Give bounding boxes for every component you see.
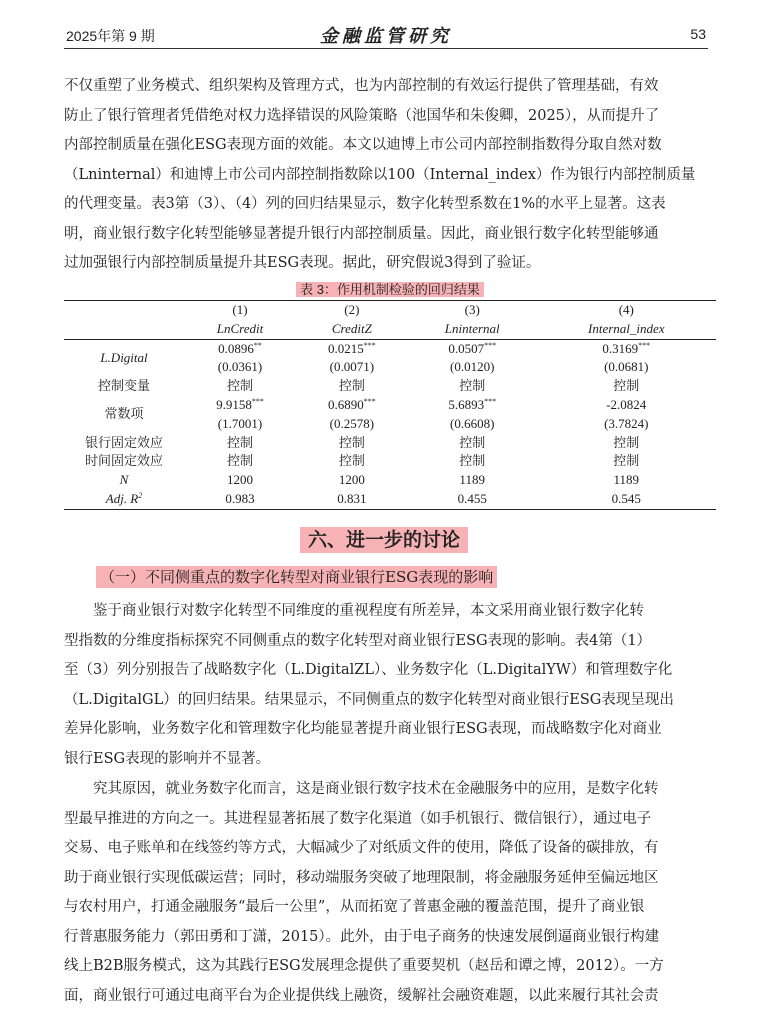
standard-error: (0.0681) (604, 359, 649, 375)
row-label: L.Digital (100, 349, 148, 365)
coefficient: 9.9158 (216, 396, 252, 412)
standard-error: (0.0120) (449, 359, 495, 375)
table-cell: 0.983 (184, 490, 296, 509)
text-line: 差异化影响，业务数字化和管理数字化均能显著提升商业银行ESG表现，而战略数字化对商业 (64, 721, 662, 737)
significance-stars: *** (484, 396, 497, 406)
text-line: 的代理变量。表3第（3）、（4）列的回归结果显示，数字化转型系数在1%的水平上显著。这表 (64, 196, 666, 212)
text-line: （L.DigitalGL）的回归结果。结果显示，不同侧重点的数字化转型对商业银行ESG表现呈现出 (64, 691, 674, 708)
row-label-text: Adj. R (105, 490, 139, 506)
significance-stars: *** (363, 396, 376, 406)
table-cell: 1189 (459, 472, 485, 488)
table-row (64, 396, 716, 415)
table-cell: 控制 (338, 378, 365, 394)
coefficient: 0.6890 (328, 396, 364, 412)
row-label: 时间固定效应 (84, 453, 163, 469)
col-number: (1) (184, 301, 296, 320)
page-header (64, 22, 708, 49)
table-cell: 0.455 (408, 490, 537, 509)
row-label (64, 490, 184, 509)
table-cell: 0.545 (537, 490, 716, 509)
standard-error: (3.7824) (604, 415, 649, 431)
text-line: 内部控制质量在强化ESG表现方面的效能。本文以迪博上市公司内部控制指数得分取自然对数 (64, 137, 662, 153)
col-variable: Lninternal (408, 320, 537, 339)
text-line: 至（3）列分别报告了战略数字化（L.DigitalZL）、业务数字化（L.DigitalYW）和管理数字化 (64, 662, 673, 678)
col-variable: LnCredit (184, 320, 296, 339)
table-cell: 控制 (338, 434, 365, 450)
section-heading (0, 525, 768, 552)
standard-error: (0.2578) (329, 415, 375, 431)
paragraph-business-digital (64, 775, 716, 1011)
table-cell: 控制 (226, 378, 253, 394)
table-cell: 控制 (613, 378, 640, 394)
table-caption-text: 表 3：作用机制检验的回归结果 (296, 282, 484, 297)
text-line: 银行ESG表现的影响并不显著。 (64, 750, 271, 767)
text-line: 与农村用户，打通金融服务“最后一公里”，从而拓宽了普惠金融的覆盖范围，提升了商业银 (64, 899, 645, 915)
standard-error: (0.0361) (217, 359, 263, 375)
significance-stars: *** (484, 340, 497, 350)
text-line: 鉴于商业银行对数字化转型不同维度的重视程度有所差异，本文采用商业银行数字化转 (93, 603, 644, 619)
section-heading-text: 六、进一步的讨论 (300, 527, 468, 553)
table-cell: 控制 (459, 378, 486, 394)
row-label: 常数项 (104, 406, 144, 422)
journal-title: 金融监管研究 (320, 26, 452, 47)
text-line: 行普惠服务能力（郭田勇和丁潇，2015）。此外，由于电子商务的快速发展倒逼商业银行构建 (64, 928, 660, 945)
paragraph-internal-control (64, 72, 716, 279)
text-line: 过加强银行内部控制质量提升其ESG表现。据此，研究假说3得到了验证。 (64, 255, 541, 271)
table-header-row (64, 301, 716, 320)
table-cell: 控制 (459, 434, 486, 450)
coefficient: 5.6893 (448, 396, 485, 412)
table-cell: 控制 (459, 453, 486, 469)
table-cell: 控制 (613, 434, 640, 450)
text-line: 明，商业银行数字化转型能够显著提升银行内部控制质量。因此，商业银行数字化转型能够通 (64, 225, 659, 242)
text-line: 助于商业银行实现低碳运营；同时，移动端服务突破了地理限制，将金融服务延伸至偏远地区 (64, 869, 659, 886)
standard-error: (0.0071) (329, 359, 375, 375)
page-number: 53 (690, 26, 706, 42)
col-number: (2) (296, 301, 408, 320)
coefficient: 0.0896 (218, 340, 254, 356)
table-cell: 1200 (226, 472, 253, 488)
col-variable: CreditZ (296, 320, 408, 339)
coefficient: -2.0824 (606, 396, 647, 412)
standard-error: (1.7001) (217, 415, 263, 431)
issue-label: 2025年第 9 期 (66, 28, 155, 44)
text-line: 不仅重塑了业务模式、组织架构及管理方式，也为内部控制的有效运行提供了管理基础，有效 (64, 78, 659, 94)
row-label: 银行固定效应 (84, 434, 163, 450)
table-cell: 1189 (613, 472, 640, 488)
text-line: 交易、电子账单和在线签约等方式，大幅减少了对纸质文件的使用，降低了设备的碳排放，有 (64, 840, 659, 856)
table-row (64, 339, 716, 358)
coefficient: 0.0215 (328, 340, 364, 356)
coefficient: 0.0507 (448, 340, 485, 356)
text-line: 究其原因，就业务数字化而言，这是商业银行数字技术在金融服务中的应用，是数字化转 (93, 781, 659, 797)
significance-stars: *** (251, 396, 264, 406)
table-caption (64, 279, 716, 298)
row-label: N (119, 472, 129, 488)
text-line: 线上B2B服务模式，这为其践行ESG发展理念提供了重要契机（赵岳和谭之博，2012）。一方 (64, 958, 664, 974)
col-number: (3) (408, 301, 537, 320)
subsection-heading (96, 566, 497, 587)
table-cell: 0.831 (296, 490, 408, 509)
text-line: 型指数的分维度指标探究不同侧重点的数字化转型对商业银行ESG表现的影响。表4第（1） (64, 632, 652, 649)
table-cell: 控制 (226, 453, 253, 469)
table-row (64, 471, 716, 490)
significance-stars: *** (638, 340, 651, 350)
row-label-superscript: 2 (138, 490, 143, 500)
table-row (64, 490, 716, 509)
paragraph-dimensions (64, 597, 716, 774)
significance-stars: ** (253, 340, 262, 350)
regression-table (64, 300, 716, 510)
table-row (64, 434, 716, 453)
coefficient: 0.3169 (602, 340, 639, 356)
text-line: 防止了银行管理者凭借绝对权力选择错误的风险策略（池国华和朱俊卿，2025），从而提升了 (64, 107, 660, 124)
table-row (64, 452, 716, 471)
text-line: 面，商业银行可通过电商平台为企业提供线上融资，缓解社会融资难题，以此来履行其社会责 (64, 987, 659, 1004)
significance-stars: *** (363, 340, 376, 350)
col-variable: Internal_index (537, 320, 716, 339)
table-header-row (64, 320, 716, 339)
table-cell: 控制 (613, 453, 640, 469)
table-cell: 控制 (226, 434, 253, 450)
table-cell: 控制 (338, 453, 365, 469)
text-line: 型最早推进的方向之一。其进程显著拓展了数字化渠道（如手机银行、微信银行），通过电子 (64, 810, 652, 827)
standard-error: (0.6608) (449, 415, 495, 431)
text-line: （Lninternal）和迪博上市公司内部控制指数除以100（Internal_index）作为银行内部控制质量 (64, 166, 696, 183)
row-label: 控制变量 (97, 378, 150, 394)
col-number: (4) (537, 301, 716, 320)
table-cell: 1200 (338, 472, 365, 488)
subsection-heading-text: （一）不同侧重点的数字化转型对商业银行ESG表现的影响 (96, 566, 497, 588)
table-row (64, 377, 716, 396)
